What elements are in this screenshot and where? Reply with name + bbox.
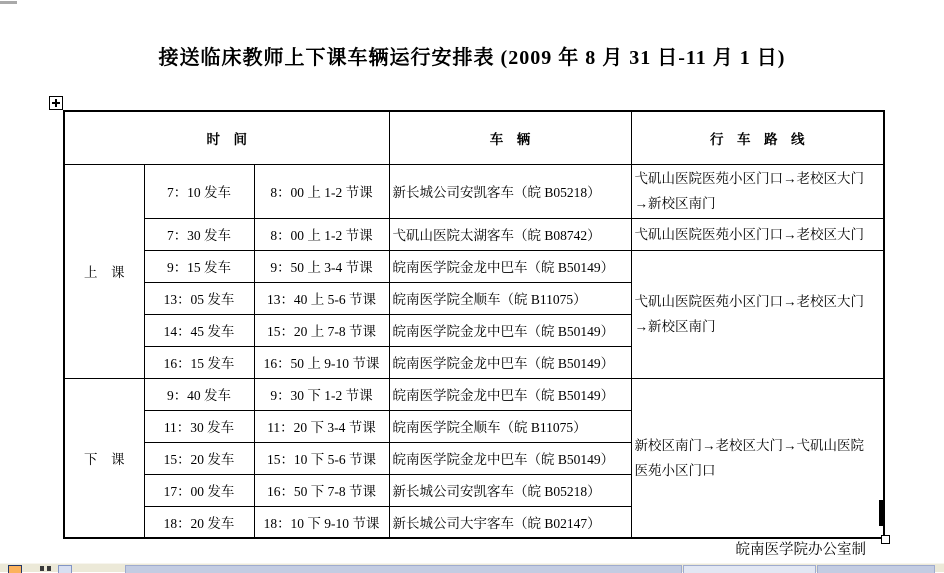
table-resize-handle[interactable] [881, 535, 890, 544]
schedule-table [63, 110, 885, 539]
depart-time-cell[interactable]: 14：45 发车 [144, 314, 254, 346]
route-cell[interactable]: 弋矶山医院医苑小区门口→老校区大门→新校区南门 [631, 164, 884, 218]
section-cell-morning[interactable]: 上 课 [64, 164, 144, 378]
depart-time-cell[interactable]: 7：10 发车 [144, 164, 254, 218]
vehicle-cell[interactable]: 弋矶山医院太湖客车（皖 B08742） [389, 218, 631, 250]
class-time-cell[interactable]: 16：50 上 9-10 节课 [254, 346, 389, 378]
class-time-cell[interactable]: 15：20 上 7-8 节课 [254, 314, 389, 346]
class-time-cell[interactable]: 8：00 上 1-2 节课 [254, 218, 389, 250]
header-route[interactable]: 行 车 路 线 [631, 111, 884, 164]
class-time-cell[interactable]: 16：50 下 7-8 节课 [254, 474, 389, 506]
page-title[interactable]: 接送临床教师上下课车辆运行安排表 (2009 年 8 月 31 日-11 月 1 日) [158, 47, 786, 69]
footer-credit[interactable]: 皖南医学院办公室制 [735, 542, 866, 558]
vehicle-cell[interactable]: 皖南医学院金龙中巴车（皖 B50149） [389, 314, 631, 346]
depart-time-cell[interactable]: 15：20 发车 [144, 442, 254, 474]
vehicle-cell[interactable]: 新长城公司安凯客车（皖 B05218） [389, 164, 631, 218]
move-cross-icon [55, 99, 57, 107]
taskbar-glyph-artifact [40, 566, 44, 571]
class-time-cell[interactable]: 9：50 上 3-4 节课 [254, 250, 389, 282]
vehicle-cell[interactable]: 皖南医学院金龙中巴车（皖 B50149） [389, 346, 631, 378]
depart-time-cell[interactable]: 18：20 发车 [144, 506, 254, 538]
class-time-cell[interactable]: 18：10 下 9-10 节课 [254, 506, 389, 538]
text-cursor [879, 500, 883, 526]
depart-time-cell[interactable]: 17：00 发车 [144, 474, 254, 506]
class-time-cell[interactable]: 15：10 下 5-6 节课 [254, 442, 389, 474]
vehicle-cell[interactable]: 皖南医学院全顺车（皖 B11075） [389, 410, 631, 442]
depart-time-cell[interactable]: 16：15 发车 [144, 346, 254, 378]
class-time-cell[interactable]: 9：30 下 1-2 节课 [254, 378, 389, 410]
class-time-cell[interactable]: 11：20 下 3-4 节课 [254, 410, 389, 442]
vehicle-cell[interactable]: 皖南医学院金龙中巴车（皖 B50149） [389, 378, 631, 410]
vehicle-cell[interactable]: 新长城公司安凯客车（皖 B05218） [389, 474, 631, 506]
depart-time-cell[interactable]: 11：30 发车 [144, 410, 254, 442]
vehicle-cell[interactable]: 皖南医学院金龙中巴车（皖 B50149） [389, 442, 631, 474]
vehicle-cell[interactable]: 皖南医学院全顺车（皖 B11075） [389, 282, 631, 314]
taskbar-glyph-artifact [47, 566, 51, 571]
vehicle-cell[interactable]: 新长城公司大宇客车（皖 B02147） [389, 506, 631, 538]
depart-time-cell[interactable]: 9：15 发车 [144, 250, 254, 282]
header-vehicle[interactable]: 车 辆 [389, 111, 631, 164]
class-time-cell[interactable]: 8：00 上 1-2 节课 [254, 164, 389, 218]
section-cell-afternoon[interactable]: 下 课 [64, 378, 144, 538]
depart-time-cell[interactable]: 7：30 发车 [144, 218, 254, 250]
taskbar [0, 563, 944, 572]
vehicle-cell[interactable]: 皖南医学院金龙中巴车（皖 B50149） [389, 250, 631, 282]
route-cell[interactable]: 弋矶山医院医苑小区门口→老校区大门 [631, 218, 884, 250]
header-time[interactable]: 时 间 [64, 111, 389, 164]
route-cell[interactable]: 新校区南门→老校区大门→弋矶山医院医苑小区门口 [631, 378, 884, 538]
depart-time-cell[interactable]: 9：40 发车 [144, 378, 254, 410]
window-edge-artifact [0, 1, 17, 4]
class-time-cell[interactable]: 13：40 上 5-6 节课 [254, 282, 389, 314]
depart-time-cell[interactable]: 13：05 发车 [144, 282, 254, 314]
table-move-handle[interactable] [49, 96, 63, 110]
route-cell[interactable]: 弋矶山医院医苑小区门口→老校区大门→新校区南门 [631, 250, 884, 378]
